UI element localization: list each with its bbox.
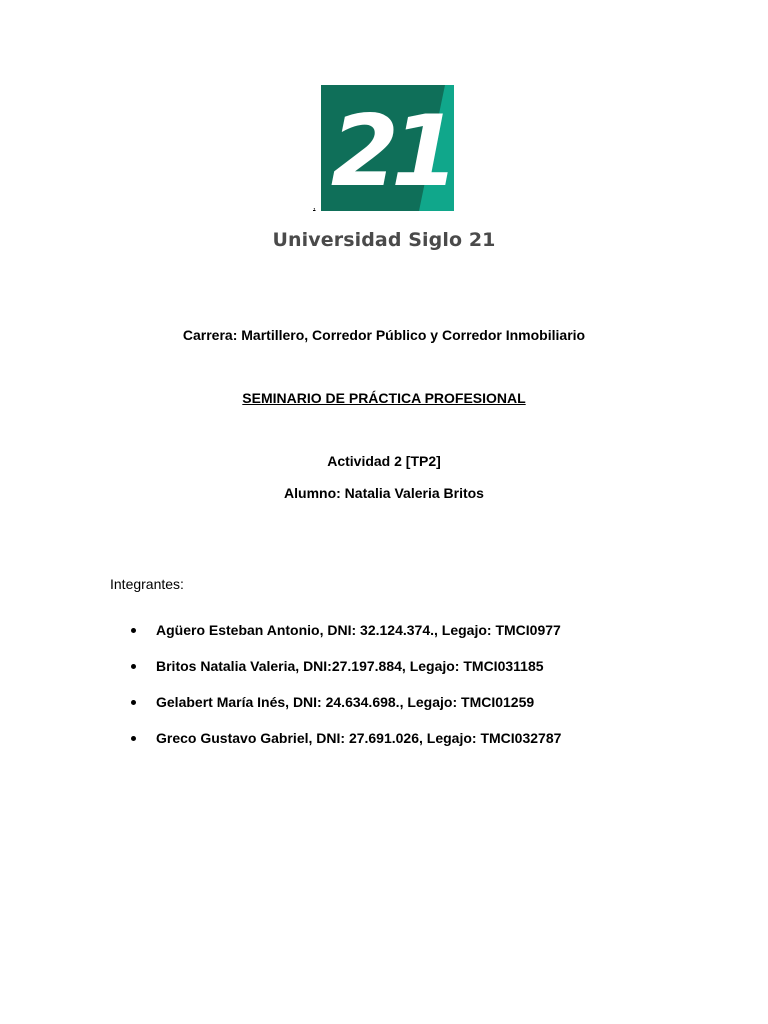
members-label: Integrantes: — [110, 576, 184, 592]
member-text: Greco Gustavo Gabriel, DNI: 27.691.026, Legajo: TMCI032787 — [156, 730, 562, 746]
logo-text: 21 — [330, 95, 452, 209]
bullet-icon — [131, 664, 136, 669]
student-line: Alumno: Natalia Valeria Britos — [284, 485, 484, 501]
university-title: Universidad Siglo 21 — [272, 229, 496, 251]
bullet-icon — [131, 700, 136, 705]
member-text: Agüero Esteban Antonio, DNI: 32.124.374., Legajo: TMCI0977 — [156, 622, 561, 638]
university-logo — [321, 85, 454, 211]
seminar-title: SEMINARIO DE PRÁCTICA PROFESIONAL — [242, 390, 526, 406]
logo-21-icon — [321, 85, 454, 211]
member-text: Britos Natalia Valeria, DNI:27.197.884, Legajo: TMCI031185 — [156, 658, 544, 674]
member-text: Gelabert María Inés, DNI: 24.634.698., Legajo: TMCI01259 — [156, 694, 535, 710]
bullet-icon — [131, 628, 136, 633]
bullet-icon — [131, 736, 136, 741]
underlined-mark: , — [313, 201, 316, 211]
activity-line: Actividad 2 [TP2] — [327, 453, 441, 469]
career-line: Carrera: Martillero, Corredor Público y Corredor Inmobiliario — [182, 327, 586, 343]
